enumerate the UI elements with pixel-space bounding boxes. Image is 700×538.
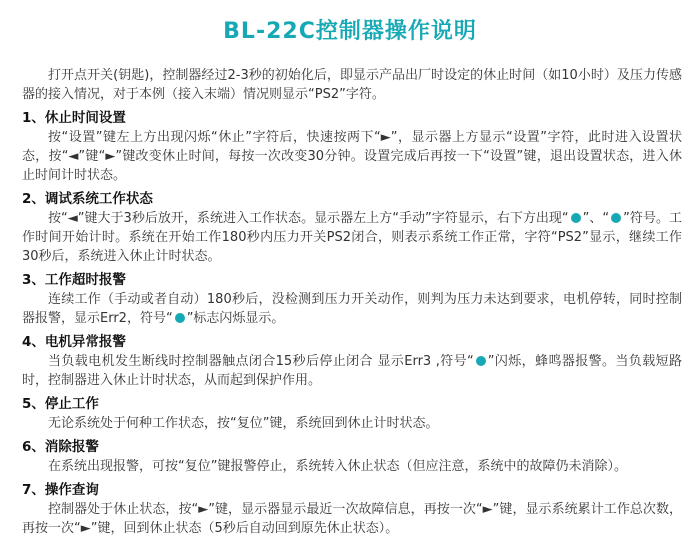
section-text: ”、“ bbox=[582, 211, 610, 226]
section-body bbox=[22, 500, 682, 538]
filled-circle-icon bbox=[175, 313, 185, 323]
section-5 bbox=[22, 394, 682, 433]
section-4 bbox=[22, 332, 682, 390]
section-text: ”符号。工作时间开始计时。系统在开始工作180秒内压力开关PS2闭合，则表示系统工作正常，字符“PS2”显示，继续工作30秒后，系统进入休止计时状态。 bbox=[22, 211, 682, 264]
section-heading: 7、操作查询 bbox=[22, 482, 99, 498]
section-3 bbox=[22, 270, 682, 328]
section-body bbox=[22, 414, 682, 433]
filled-circle-icon bbox=[476, 356, 486, 366]
section-text: ”标志闪烁显示。 bbox=[186, 311, 285, 326]
section-body bbox=[22, 352, 682, 390]
section-heading: 3、工作超时报警 bbox=[22, 272, 126, 288]
section-text: 控制器处于休止状态，按“►”键，显示器显示最近一次故障信息，再按一次“►”键，显示系统累计工作总次数，再按一次“►”键，回到休止状态（5秒后自动回到原先休止状态）。 bbox=[22, 502, 682, 536]
section-text: 在系统出现报警，可按“复位”键报警停止，系统转入休止状态（但应注意，系统中的故障仍未消除）。 bbox=[48, 459, 627, 474]
section-body bbox=[22, 209, 682, 266]
section-text: 无论系统处于何种工作状态，按“复位”键，系统回到休止计时状态。 bbox=[48, 416, 439, 431]
filled-circle-icon bbox=[611, 213, 621, 223]
section-text: 按“◄”键大于3秒后放开，系统进入工作状态。显示器左上方“手动”字符显示，右下方出现“ bbox=[48, 211, 569, 226]
section-text: 当负载电机发生断线时控制器触点闭合15秒后停止闭合 显示Err3 ,符号“ bbox=[48, 354, 474, 369]
page-title: BL-22C控制器操作说明 bbox=[223, 19, 477, 44]
section-6 bbox=[22, 437, 682, 476]
section-2 bbox=[22, 189, 682, 266]
section-text: 连续工作（手动或者自动）180秒后，没检测到压力开关动作，则判为压力未达到要求，电机停转，同时控制器报警，显示Err2，符号“ bbox=[22, 292, 682, 326]
section-text: 按“设置”键左上方出现闪烁“休止”字符后，快速按两下“►”，显示器上方显示“设置”字符，此时进入设置状态，按“◄”键“►”键改变休止时间，每按一次改变30分钟。设置完成后再按一下“设置”键，退出设置状态，进入休止时间计时状态。 bbox=[22, 130, 682, 183]
section-body bbox=[22, 128, 682, 185]
intro-paragraph: 打开点开关(钥匙)，控制器经过2-3秒的初始化后，即显示产品出厂时设定的休止时间（如10小时）及压力传感器的接入情况，对于本例（接入末端）情况则显示“PS2”字符。 bbox=[22, 68, 682, 102]
section-heading: 1、休止时间设置 bbox=[22, 110, 126, 126]
document-body bbox=[22, 66, 682, 538]
section-text: ”闪烁，蜂鸣器报警。当负载短路时，控制器进入休止计时状态，从而起到保护作用。 bbox=[22, 354, 682, 388]
section-body bbox=[22, 290, 682, 328]
section-body bbox=[22, 457, 682, 476]
section-7 bbox=[22, 480, 682, 538]
section-heading: 5、停止工作 bbox=[22, 396, 99, 412]
section-1 bbox=[22, 108, 682, 185]
filled-circle-icon bbox=[571, 213, 581, 223]
section-heading: 6、消除报警 bbox=[22, 439, 99, 455]
section-heading: 2、调试系统工作状态 bbox=[22, 191, 153, 207]
section-heading: 4、电机异常报警 bbox=[22, 334, 126, 350]
